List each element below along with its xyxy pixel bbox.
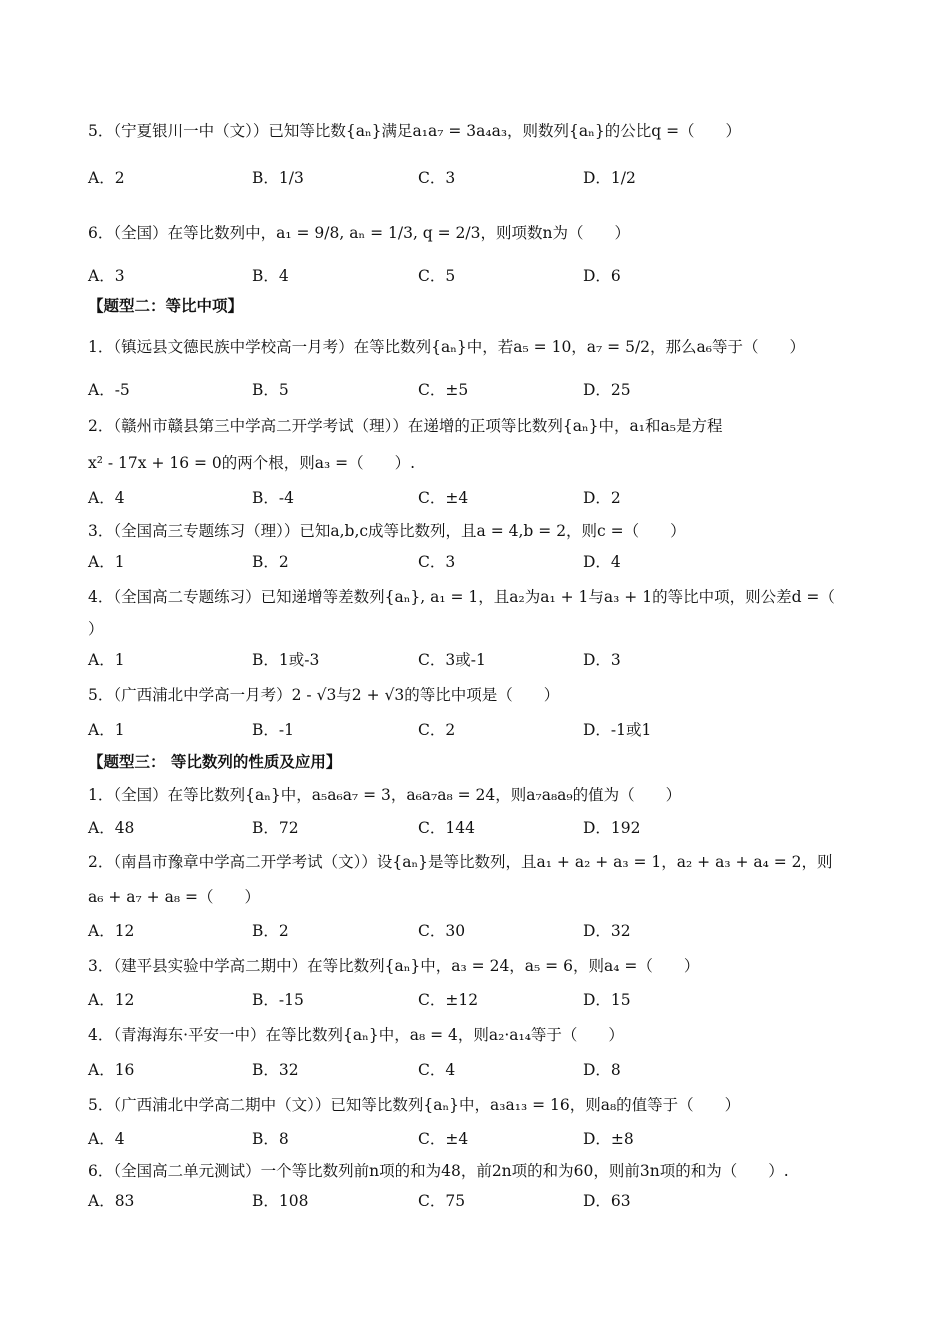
option-b: B．2 bbox=[252, 922, 289, 940]
option-b: B．2 bbox=[252, 553, 289, 571]
question-stem: 6．（全国高二单元测试）一个等比数列前n项的和为48，前2n项的和为60，则前3n项的和为（ ）. bbox=[88, 1162, 789, 1180]
question-stem: 2．（赣州市赣县第三中学高二开学考试（理））在递增的正项等比数列{aₙ}中，a₁和a₅是方程 bbox=[88, 417, 723, 435]
option-c: C．3 bbox=[418, 169, 456, 187]
option-c: C．4 bbox=[418, 1061, 456, 1079]
options-row bbox=[88, 166, 888, 190]
option-c: C．30 bbox=[418, 922, 466, 940]
options-row bbox=[88, 486, 888, 510]
section-heading: 【题型二：等比中项】 bbox=[88, 297, 244, 315]
option-b: B．108 bbox=[252, 1192, 309, 1210]
option-b: B．8 bbox=[252, 1130, 289, 1148]
option-a: A．4 bbox=[88, 1130, 125, 1148]
options-row bbox=[88, 718, 888, 742]
option-b: B．-4 bbox=[252, 489, 294, 507]
question-stem: 3．（全国高三专题练习（理））已知a,b,c成等比数列，且a = 4,b = 2，则c =（ ） bbox=[88, 522, 686, 540]
option-d: D．32 bbox=[583, 922, 631, 940]
option-a: A．12 bbox=[88, 991, 135, 1009]
option-a: A．16 bbox=[88, 1061, 135, 1079]
options-row bbox=[88, 1189, 888, 1213]
question-stem: 6．（全国）在等比数列中，a₁ = 9/8, aₙ = 1/3, q = 2/3，则项数n为（ ） bbox=[88, 224, 630, 242]
option-b: B．5 bbox=[252, 381, 289, 399]
question-stem: 5．（广西浦北中学高一月考）2 - √3与2 + √3的等比中项是（ ） bbox=[88, 686, 560, 704]
option-c: C．2 bbox=[418, 721, 456, 739]
question-stem: 5．（宁夏银川一中（文））已知等比数{aₙ}满足a₁a₇ = 3a₄a₃，则数列{aₙ}的公比q =（ ） bbox=[88, 122, 742, 140]
option-d: D．2 bbox=[583, 489, 621, 507]
option-d: D．15 bbox=[583, 991, 631, 1009]
option-a: A．1 bbox=[88, 721, 125, 739]
option-d: D．192 bbox=[583, 819, 641, 837]
options-row bbox=[88, 816, 888, 840]
option-b: B．-1 bbox=[252, 721, 294, 739]
option-d: D．6 bbox=[583, 267, 621, 285]
option-d: D．8 bbox=[583, 1061, 621, 1079]
option-a: A．-5 bbox=[88, 381, 130, 399]
option-a: A．3 bbox=[88, 267, 125, 285]
options-row bbox=[88, 264, 888, 288]
option-a: A．1 bbox=[88, 651, 125, 669]
option-c: C．±4 bbox=[418, 489, 469, 507]
option-c: C．3或-1 bbox=[418, 651, 486, 669]
option-c: C．±5 bbox=[418, 381, 469, 399]
option-a: A．83 bbox=[88, 1192, 135, 1210]
question-stem: 5．（广西浦北中学高二期中（文））已知等比数列{aₙ}中，a₃a₁₃ = 16，则a₈的值等于（ ） bbox=[88, 1096, 741, 1114]
option-c: C．75 bbox=[418, 1192, 466, 1210]
question-stem-continued: x² - 17x + 16 = 0的两个根，则a₃ =（ ）. bbox=[88, 454, 416, 472]
option-a: A．4 bbox=[88, 489, 125, 507]
options-row bbox=[88, 378, 888, 402]
options-row bbox=[88, 550, 888, 574]
option-d: D．1/2 bbox=[583, 169, 636, 187]
question-stem-continued: a₆ + a₇ + a₈ =（ ） bbox=[88, 888, 260, 906]
option-b: B．1或-3 bbox=[252, 651, 320, 669]
option-d: D．25 bbox=[583, 381, 631, 399]
option-b: B．32 bbox=[252, 1061, 299, 1079]
option-d: D．3 bbox=[583, 651, 621, 669]
option-c: C．±4 bbox=[418, 1130, 469, 1148]
option-a: A．48 bbox=[88, 819, 135, 837]
options-row bbox=[88, 1127, 888, 1151]
option-b: B．-15 bbox=[252, 991, 304, 1009]
option-c: C．3 bbox=[418, 553, 456, 571]
option-d: D．63 bbox=[583, 1192, 631, 1210]
question-stem: 4．（全国高二专题练习）已知递增等差数列{aₙ}, a₁ = 1，且a₂为a₁ + 1与a₃ + 1的等比中项，则公差d =（ bbox=[88, 588, 835, 606]
option-c: C．5 bbox=[418, 267, 456, 285]
options-row bbox=[88, 988, 888, 1012]
question-stem: 3．（建平县实验中学高二期中）在等比数列{aₙ}中，a₃ = 24，a₅ = 6，则a₄ =（ ） bbox=[88, 957, 700, 975]
option-b: B．4 bbox=[252, 267, 289, 285]
options-row bbox=[88, 1058, 888, 1082]
question-stem: 4．（青海海东·平安一中）在等比数列{aₙ}中，a₈ = 4，则a₂·a₁₄等于（ ） bbox=[88, 1026, 624, 1044]
option-b: B．72 bbox=[252, 819, 299, 837]
option-d: D．-1或1 bbox=[583, 721, 652, 739]
option-c: C．144 bbox=[418, 819, 475, 837]
options-row bbox=[88, 919, 888, 943]
option-c: C．±12 bbox=[418, 991, 479, 1009]
option-d: D．±8 bbox=[583, 1130, 634, 1148]
question-stem: 1．（镇远县文德民族中学校高一月考）在等比数列{aₙ}中，若a₅ = 10，a₇ = 5/2，那么a₆等于（ ） bbox=[88, 338, 805, 356]
option-d: D．4 bbox=[583, 553, 621, 571]
option-a: A．1 bbox=[88, 553, 125, 571]
section-heading: 【题型三： 等比数列的性质及应用】 bbox=[88, 753, 342, 771]
option-a: A．12 bbox=[88, 922, 135, 940]
options-row bbox=[88, 648, 888, 672]
option-a: A．2 bbox=[88, 169, 125, 187]
question-stem-continued: ） bbox=[88, 620, 104, 638]
option-b: B．1/3 bbox=[252, 169, 304, 187]
question-stem: 1．（全国）在等比数列{aₙ}中，a₅a₆a₇ = 3，a₆a₇a₈ = 24，则a₇a₈a₉的值为（ ） bbox=[88, 786, 682, 804]
question-stem: 2．（南昌市豫章中学高二开学考试（文））设{aₙ}是等比数列，且a₁ + a₂ + a₃ = 1，a₂ + a₃ + a₄ = 2，则 bbox=[88, 853, 833, 871]
